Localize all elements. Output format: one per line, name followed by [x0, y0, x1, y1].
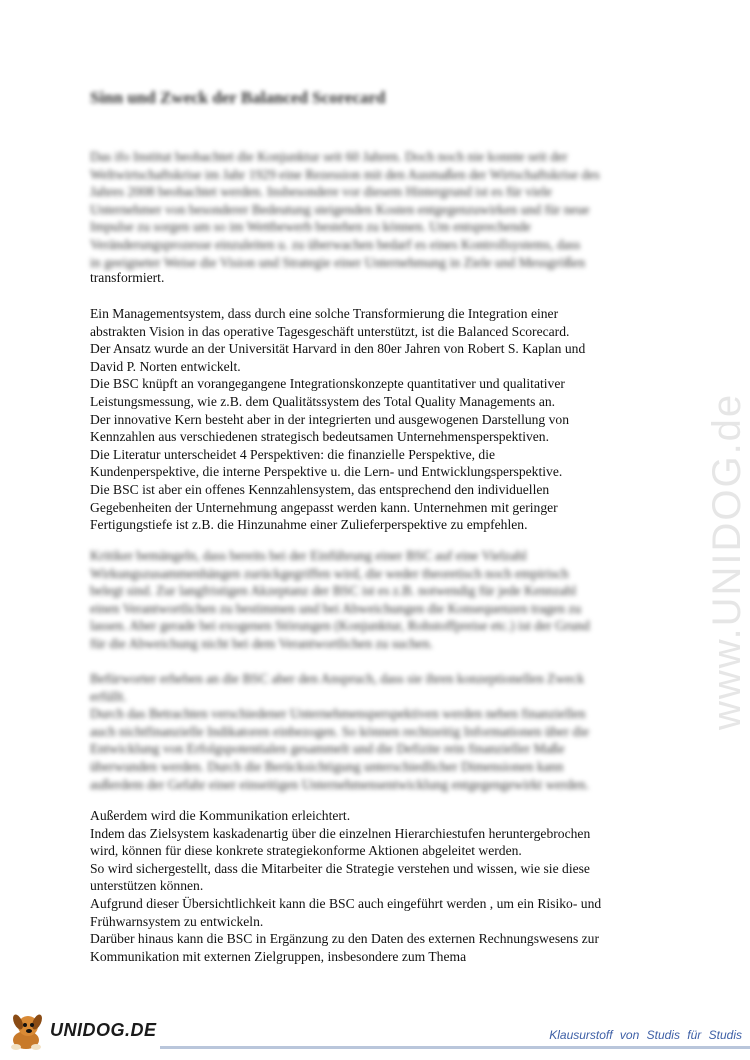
text-line: Darüber hinaus kann die BSC in Ergänzung zu den Daten des externen Rechnungswesens zur [90, 931, 599, 947]
text-line: in geeigneter Weise die Vision und Strategie einer Unternehmung in Ziele und Messgrößen [90, 254, 586, 270]
text-line: belegt sind. Zur langfristigen Akzeptanz der BSC ist es z.B. notwendig für jede Kennzahl [90, 583, 577, 599]
text-line: Fertigungstiefe ist z.B. die Hinzunahme einer Zulieferperspektive zu empfehlen. [90, 517, 528, 533]
text-line: Aufgrund dieser Übersichtlichkeit kann die BSC auch eingeführt werden , um ein Risiko- und [90, 895, 602, 911]
paragraph-critics-blurred [90, 547, 675, 653]
text-line: Weltwirtschaftskrise im Jahr 1929 eine Rezession mit den Ausmaßen der Wirtschaftskrise des [90, 166, 600, 182]
text-line: Veränderungsprozesse einzuleiten u. zu überwachen bedarf es eines Kontrollsystems, dass [90, 236, 581, 252]
text-line: Impulse zu sorgen um so im Wettbewerb bestehen zu können. Um entsprechende [90, 219, 531, 235]
paragraph-supporters-blurred [90, 670, 675, 793]
paragraph-intro-tail: transformiert. [90, 270, 165, 285]
text-line: für die Abweichung nicht bei dem Verantwortlichen zu suchen. [90, 635, 433, 651]
text-line: Kennzahlen aus verschiedenen strategisch bedeutsamen Unternehmensperspektiven. [90, 429, 549, 445]
text-line: Jahres 2008 beobachtet werden. Insbesondere vor diesem Hintergrund ist es für viele [90, 184, 552, 200]
text-line: einen Verantwortlichen zu bestimmen und bei Abweichungen die Konsequenzen tragen zu [90, 600, 582, 616]
text-line: wird, können für diese konkrete strategiekonforme Aktionen abgeleitet werden. [90, 843, 522, 859]
text-line: außerdem der Gefahr einer einseitigen Unternehmensentwicklung entgegengewirkt werden. [90, 776, 589, 792]
footer-divider [160, 1046, 750, 1049]
text-line: Frühwarnsystem zu entwickeln. [90, 913, 264, 929]
text-line: Leistungsmessung, wie z.B. dem Qualitätssystem des Total Quality Managements an. [90, 393, 556, 409]
dog-mascot-icon [4, 1012, 50, 1052]
text-line: unterstützen können. [90, 878, 204, 894]
text-line: Die BSC ist aber ein offenes Kennzahlensystem, das entsprechend den individuellen [90, 481, 550, 497]
text-line: Ein Managementsystem, dass durch eine solche Transformierung die Integration einer [90, 306, 559, 321]
paragraph-intro-blurred [90, 148, 675, 271]
document-title: Sinn und Zweck der Balanced Scorecard [90, 88, 386, 107]
watermark: www.UNIDOG.de [705, 392, 749, 730]
footer-tagline: Klausurstoff von Studis für Studis [549, 1028, 742, 1042]
text-line: Kritiker bemängeln, dass bereits bei der Einführung einer BSC auf eine Vielzahl [90, 548, 527, 563]
text-line: lassen. Aber gerade bei exogenen Störungen (Konjunktur, Rohstoffpreise etc.) ist der Grund [90, 618, 590, 634]
text-line: Der Ansatz wurde an der Universität Harvard in den 80er Jahren von Robert S. Kaplan und [90, 341, 586, 357]
text-line: Kundenperspektive, die interne Perspektive u. die Lern- und Entwicklungsperspektive. [90, 464, 563, 480]
text-line: erfüllt. [90, 688, 127, 704]
text-line: Wirkungszusammenhängen zurückgegriffen wird, die weder theoretisch noch empirisch [90, 565, 569, 581]
text-line: überwunden werden. Durch die Berücksichtigung unterschiedlicher Dimensionen kann [90, 758, 564, 774]
logo-text: UNIDOG.DE [50, 1020, 157, 1040]
text-line: Die Literatur unterscheidet 4 Perspektiven: die finanzielle Perspektive, die [90, 446, 496, 462]
text-line: Entwicklung von Erfolgspotentialen gesammelt und die Defizite rein finanzieller Maße [90, 741, 565, 757]
text-line: David P. Norten entwickelt. [90, 358, 241, 374]
paragraph-bsc-definition [90, 305, 675, 534]
text-line: Die BSC knüpft an vorangegangene Integrationskonzepte quantitativer und qualitativer [90, 376, 565, 392]
text-line: Befürworter erheben an die BSC aber den Anspruch, dass sie ihren konzeptionellen Zweck [90, 671, 585, 686]
text-line: Durch das Betrachten verschiedener Unternehmensperspektiven werden neben finanziellen [90, 706, 586, 722]
text-line: Unternehmer von besonderer Bedeutung steigenden Kosten entgegenzuwirken und für neue [90, 201, 590, 217]
text-line: auch nichtfinanzielle Indikatoren einbezogen. So können rechtzeitig Informationen über die [90, 723, 589, 739]
text-line: So wird sichergestellt, dass die Mitarbeiter die Strategie verstehen und wissen, wie sie diese [90, 860, 590, 876]
unidog-logo[interactable] [4, 1012, 164, 1052]
text-line: Indem das Zielsystem kaskadenartig über die einzelnen Hierarchiestufen heruntergebrochen [90, 825, 591, 841]
text-line: Kommunikation mit externen Zielgruppen, insbesondere zum Thema [90, 948, 467, 964]
text-line: Der innovative Kern besteht aber in der integrierten und ausgewogenen Darstellung von [90, 411, 570, 427]
text-line: Das ifo Institut beobachtet die Konjunktur seit 60 Jahren. Doch noch nie konnte seit der [90, 149, 568, 164]
paragraph-communication [90, 807, 675, 965]
text-line: abstrakten Vision in das operative Tagesgeschäft unterstützt, ist die Balanced Scorecard. [90, 323, 570, 339]
text-line: Außerdem wird die Kommunikation erleichtert. [90, 808, 351, 823]
text-line: Gegebenheiten der Unternehmung angepasst werden kann. Unternehmen mit geringer [90, 499, 558, 515]
